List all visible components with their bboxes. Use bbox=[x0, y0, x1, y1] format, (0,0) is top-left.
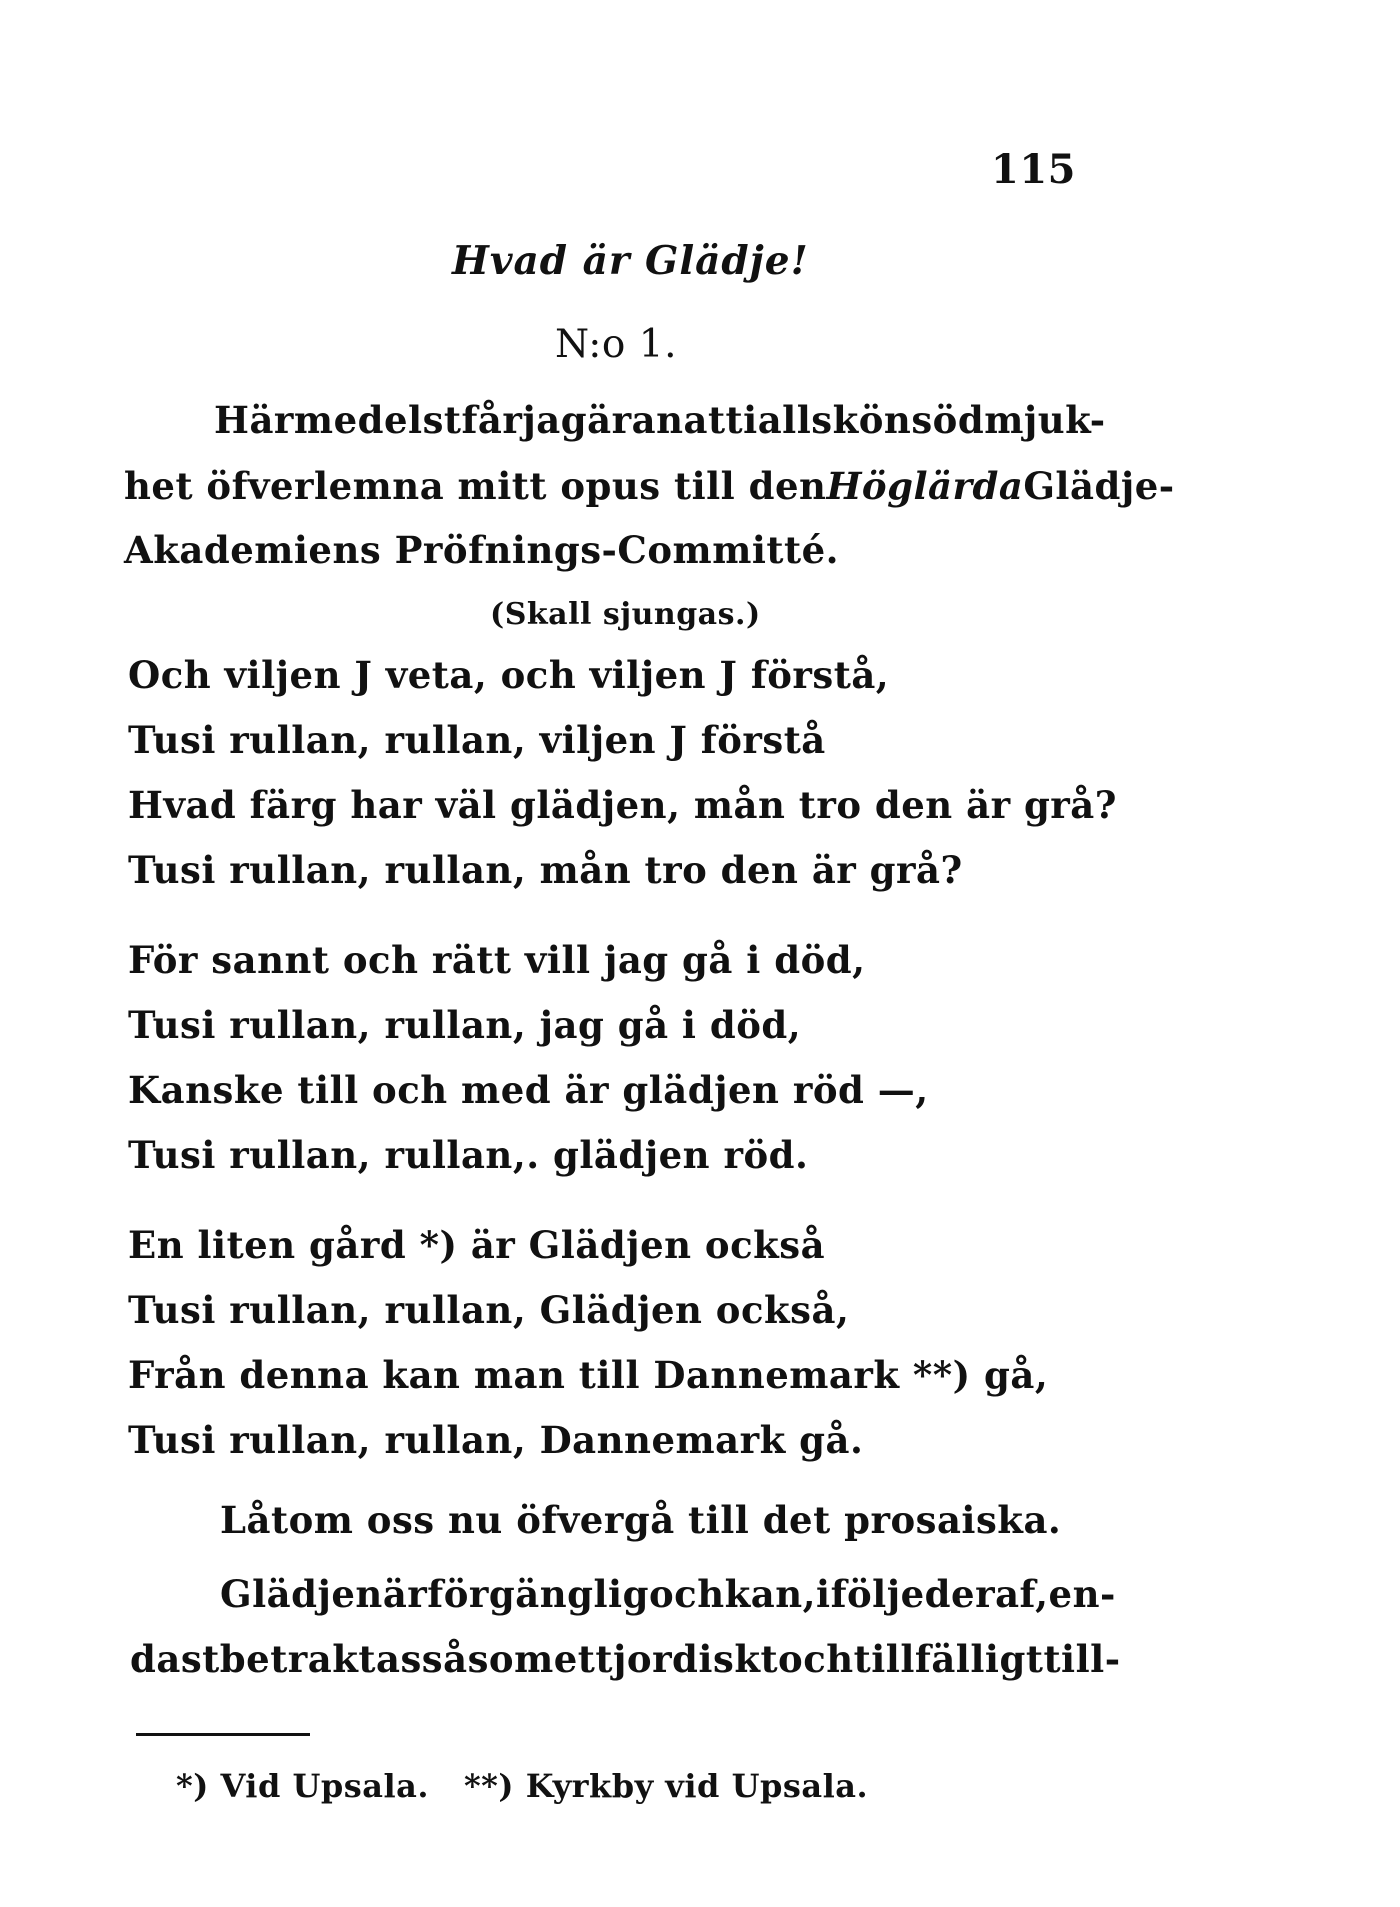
word: och bbox=[649, 1572, 725, 1616]
verse-line: Tusi rullan, rullan, Dannemark gå. bbox=[128, 1418, 864, 1462]
stage-direction: (Skall sjungas.) bbox=[490, 597, 761, 632]
word: i bbox=[743, 398, 758, 442]
word: en- bbox=[1048, 1572, 1116, 1616]
word: deraf, bbox=[924, 1572, 1049, 1616]
poem-number: N:o 1. bbox=[555, 322, 677, 367]
footnotes: *) Vid Upsala. **) Kyrkby vid Upsala. bbox=[176, 1767, 869, 1805]
intro-line-1 bbox=[214, 398, 1106, 442]
word: ödmjuk- bbox=[932, 398, 1106, 442]
word: betraktas bbox=[219, 1637, 422, 1681]
poem-title: Hvad är Glädje! bbox=[452, 238, 809, 284]
word: allsköns bbox=[757, 398, 933, 442]
word: Härmedelst bbox=[214, 398, 462, 442]
verse-line: För sannt och rätt vill jag gå i död, bbox=[128, 938, 866, 982]
intro-text: het öfverlemna mitt opus till den bbox=[124, 464, 827, 508]
word: och bbox=[778, 1637, 854, 1681]
prose-line-3 bbox=[130, 1637, 1121, 1681]
verse-line: En liten gård *) är Glädjen också bbox=[128, 1223, 826, 1267]
verse-line: Kanske till och med är glädjen röd —, bbox=[128, 1068, 929, 1112]
word: i bbox=[816, 1572, 831, 1616]
intro-italic-word: Höglärda bbox=[826, 464, 1024, 508]
word: kan, bbox=[724, 1572, 817, 1616]
intro-line-3: Akademiens Pröfnings-Committé. bbox=[124, 528, 840, 572]
verse-line: Tusi rullan, rullan, viljen J förstå bbox=[128, 718, 826, 762]
verse-line: Från denna kan man till Dannemark **) gå, bbox=[128, 1353, 1049, 1397]
verse-line: Tusi rullan, rullan,. glädjen röd. bbox=[128, 1133, 809, 1177]
prose-line-2 bbox=[220, 1572, 1116, 1616]
verse-line: Och viljen J veta, och viljen J förstå, bbox=[128, 653, 890, 697]
word: äran bbox=[587, 398, 684, 442]
word: jag bbox=[522, 398, 588, 442]
word: tillfälligt bbox=[853, 1637, 1044, 1681]
word: såsom bbox=[421, 1637, 554, 1681]
word: ett bbox=[553, 1637, 613, 1681]
word: förgänglig bbox=[427, 1572, 649, 1616]
word: jordiskt bbox=[613, 1637, 779, 1681]
intro-text: Glädje- bbox=[1023, 464, 1175, 508]
footnote-divider bbox=[136, 1733, 310, 1736]
verse-line: Tusi rullan, rullan, Glädjen också, bbox=[128, 1288, 850, 1332]
word: till- bbox=[1043, 1637, 1121, 1681]
word: att bbox=[683, 398, 744, 442]
word: följe bbox=[830, 1572, 925, 1616]
verse-line: Tusi rullan, rullan, jag gå i död, bbox=[128, 1003, 802, 1047]
verse-line: Tusi rullan, rullan, mån tro den är grå? bbox=[128, 848, 963, 892]
page-number: 115 bbox=[991, 146, 1076, 193]
prose-line-1: Låtom oss nu öfvergå till det prosaiska. bbox=[220, 1498, 1062, 1542]
word: får bbox=[461, 398, 523, 442]
word: dast bbox=[130, 1637, 220, 1681]
intro-line-2 bbox=[124, 464, 1175, 508]
word: är bbox=[382, 1572, 428, 1616]
verse-line: Hvad färg har väl glädjen, mån tro den är grå? bbox=[128, 783, 1117, 827]
word: Glädjen bbox=[220, 1572, 383, 1616]
